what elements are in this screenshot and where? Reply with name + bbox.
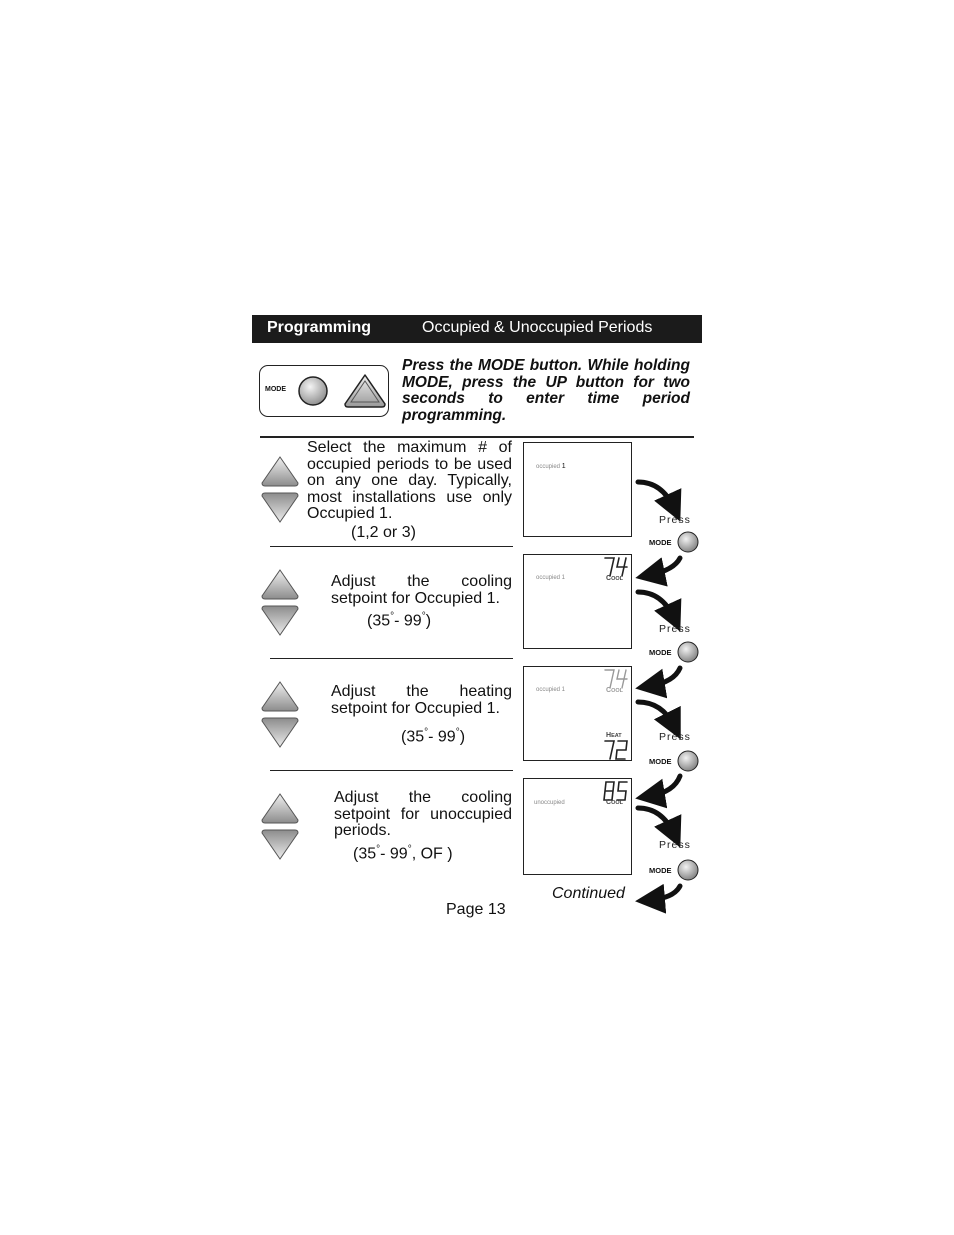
mode-label: MODE (265, 386, 286, 393)
display-mode: COOL (606, 687, 623, 694)
mode-label: MODE (649, 538, 672, 547)
display-mode: COOL (606, 575, 623, 582)
arrow-curve-down-icon (638, 702, 674, 726)
mode-label: MODE (649, 757, 672, 766)
lcd-display-1 (523, 442, 632, 537)
continued-label: Continued (552, 885, 625, 902)
up-button-icon (342, 372, 388, 410)
arrow-curve-down-icon (638, 592, 674, 618)
press-label: Press (659, 731, 691, 743)
lcd-display-3 (523, 666, 632, 761)
step-1-range: (1,2 or 3) (351, 524, 416, 541)
arrow-curve-left-icon (650, 668, 680, 686)
display-label: occupied 1 (536, 575, 566, 581)
section-subtitle: Occupied & Unoccupied Periods (422, 319, 653, 336)
step-3-range: (35°- 99°) (401, 727, 466, 746)
step-2-range: (35°- 99°) (367, 611, 432, 630)
press-label: Press (659, 514, 691, 526)
divider (270, 770, 513, 771)
section-title: Programming (267, 319, 372, 336)
press-label: Press (659, 839, 691, 851)
step-1-text: Select the maximum # of occupied periods to be used on any one day. Typically, most installations use only Occupied 1. (307, 439, 512, 522)
display-label: unoccupied (534, 800, 565, 806)
divider (260, 436, 694, 438)
mode-up-keypad (259, 365, 389, 417)
mode-button-icon[interactable] (676, 858, 700, 882)
page-number: Page 13 (446, 901, 506, 918)
mode-label: MODE (649, 866, 672, 875)
step-3-text: Adjust the heating setpoint for Occupied 1. (331, 683, 512, 717)
section-header (252, 315, 702, 343)
up-down-buttons-1 (260, 455, 300, 525)
display-label: occupied (536, 464, 561, 470)
up-down-buttons-2 (260, 568, 300, 638)
display-mode: COOL (606, 799, 623, 806)
arrow-curve-left-icon (650, 886, 680, 900)
arrow-curve-down-icon (638, 482, 674, 508)
lcd-display-2 (523, 554, 632, 649)
divider (270, 658, 513, 659)
intro-instructions: Press the MODE button. While holding MODE, press the UP button for two seconds to enter time period programming. (402, 357, 690, 424)
mode-button-icon[interactable] (676, 749, 700, 773)
arrow-curve-left-icon (650, 558, 680, 575)
display-mode-heat: HEAT (606, 732, 622, 739)
seven-seg-72 (603, 739, 631, 761)
step-2-text: Adjust the cooling setpoint for Occupied 1. (331, 573, 512, 607)
display-value: 1 (561, 463, 566, 470)
display-label: occupied 1 (536, 687, 566, 693)
step-4-range: (35°- 99°, OF ) (353, 844, 453, 863)
mode-button-icon[interactable] (676, 530, 700, 554)
divider (270, 546, 513, 547)
arrow-curve-down-icon (638, 808, 674, 834)
mode-button-icon[interactable] (676, 640, 700, 664)
up-down-buttons-4 (260, 792, 300, 862)
step-4-text: Adjust the cooling setpoint for unoccupied periods. (334, 789, 512, 839)
arrow-curve-left-icon (650, 776, 680, 796)
mode-label: MODE (649, 648, 672, 657)
up-down-buttons-3 (260, 680, 300, 750)
mode-button-icon (296, 374, 330, 408)
lcd-display-4 (523, 778, 632, 875)
press-label: Press (659, 623, 691, 635)
